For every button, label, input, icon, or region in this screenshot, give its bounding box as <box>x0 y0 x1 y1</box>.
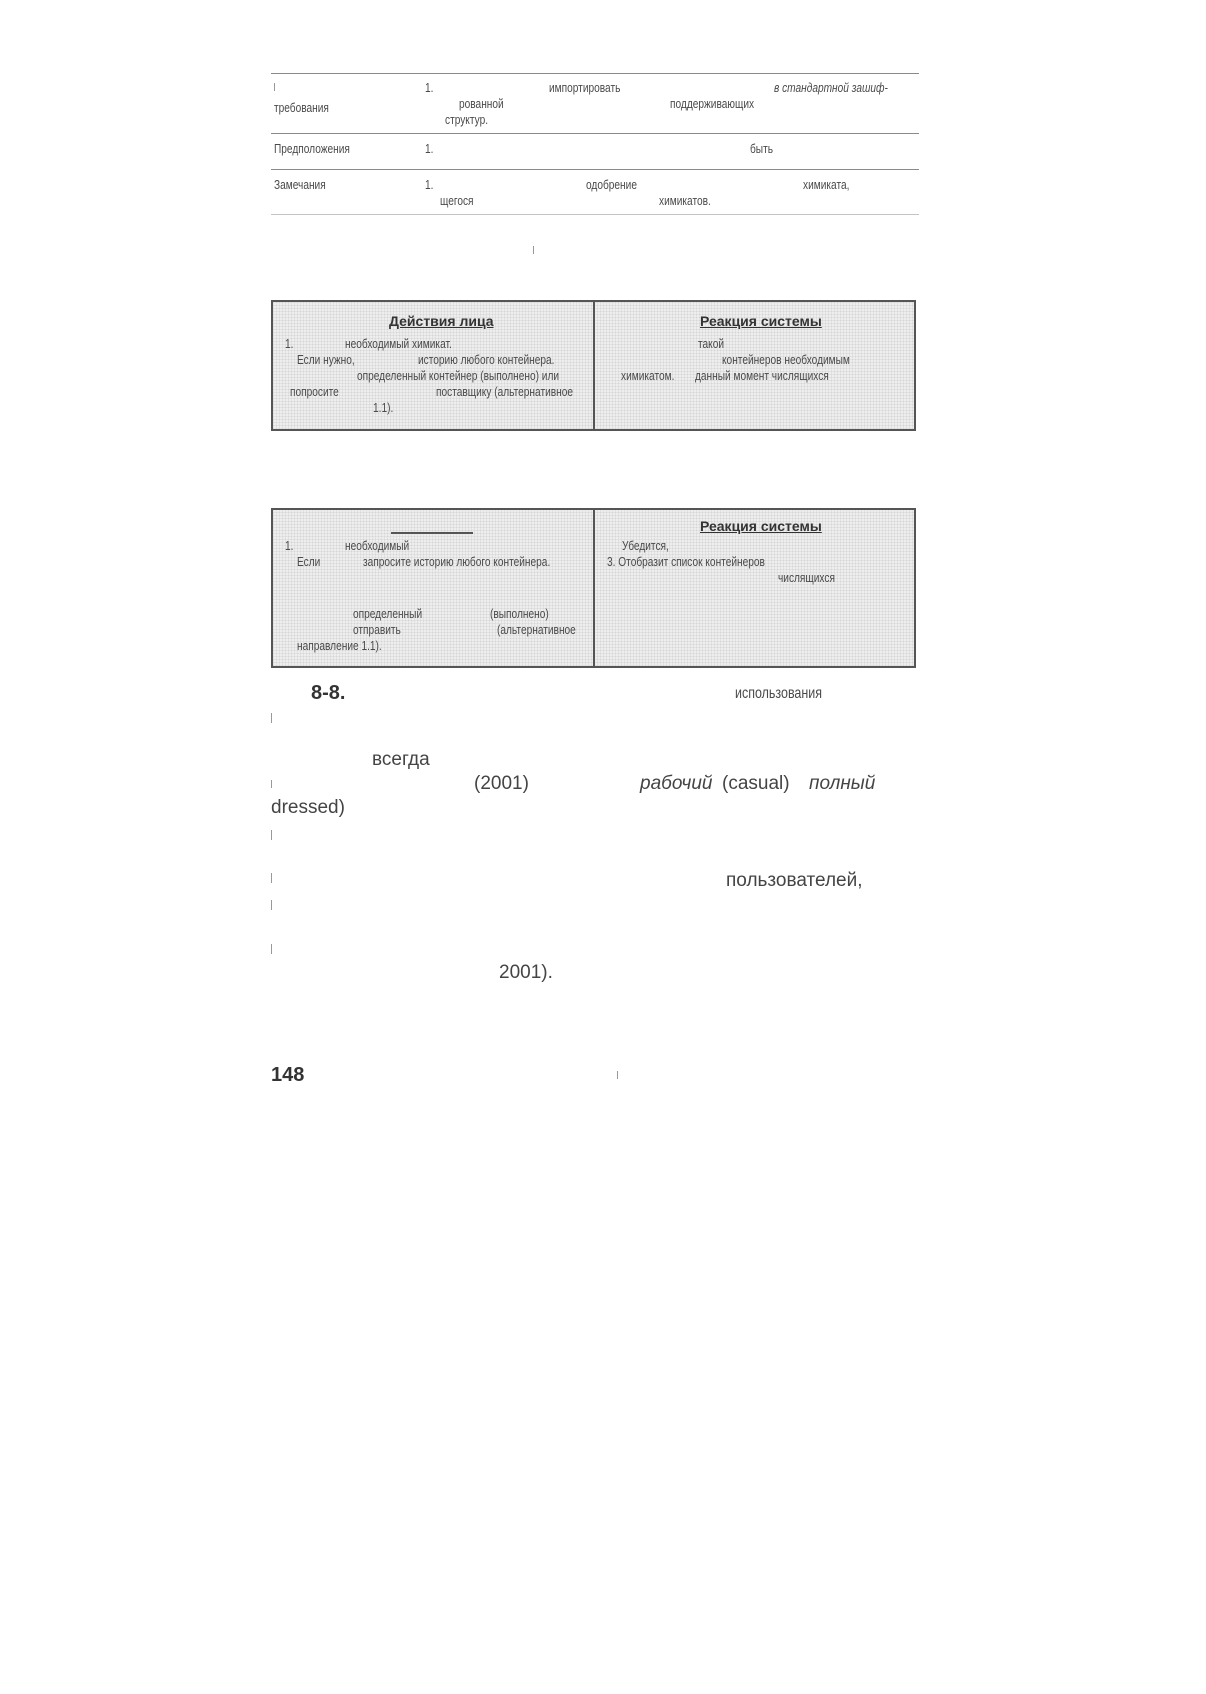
box2-line: Если <box>297 554 321 569</box>
row1-standard: в стандартной зашиф- <box>774 80 888 95</box>
row3-schegosya: щегося <box>440 193 474 208</box>
row1-structures: структур. <box>445 112 489 127</box>
table-top-rule <box>271 73 919 74</box>
row1-rovannoy: рованной <box>459 96 504 111</box>
scan-mark <box>617 1071 618 1079</box>
box1-line: поставщику (альтернативное <box>436 384 574 399</box>
box1-response-line: контейнеров необходимым <box>722 352 850 367</box>
scan-mark <box>271 900 272 910</box>
box1-response-line: химикатом. <box>621 368 675 383</box>
row3-chemicals: химикатов. <box>659 193 711 208</box>
scan-mark <box>271 713 272 723</box>
row3-approval: одобрение <box>586 177 637 192</box>
use-case-box-2 <box>271 508 916 668</box>
row3-number: 1. <box>425 177 434 192</box>
row2-be: быть <box>750 141 774 156</box>
scan-mark <box>274 83 275 91</box>
word-year-end: 2001). <box>499 962 553 983</box>
box1-line: 1.1). <box>373 400 394 415</box>
box2-line: (альтернативное <box>497 622 576 637</box>
scan-mark <box>271 780 272 788</box>
use-case-box-1 <box>271 300 916 431</box>
row2-number: 1. <box>425 141 434 156</box>
table-bottom-rule <box>271 214 919 215</box>
row1-number: 1. <box>425 80 434 95</box>
box1-response-line: такой <box>698 336 725 351</box>
box2-line: направление 1.1). <box>297 638 382 653</box>
row3-label: Замечания <box>274 177 326 192</box>
actor-actions-header: Действия лица <box>389 313 494 329</box>
word-always: всегда <box>372 749 430 770</box>
box1-line: необходимый химикат. <box>345 336 452 351</box>
scan-mark <box>533 246 534 254</box>
scan-mark <box>271 830 272 840</box>
word-working: рабочий <box>640 773 713 794</box>
column-divider <box>593 302 595 429</box>
system-response-header: Реакция системы <box>700 518 822 534</box>
box2-line: определенный <box>353 606 423 621</box>
row1-label: требования <box>274 100 329 115</box>
box1-response-line: данный момент числящихся <box>695 368 829 383</box>
box2-response-line: 3. Отобразит список контейнеров <box>607 554 765 569</box>
box2-line: запросите историю любого контейнера. <box>363 554 551 569</box>
box2-response-line: Убедится, <box>622 538 669 553</box>
word-year: (2001) <box>474 773 529 794</box>
actor-actions-header-underline <box>391 532 473 534</box>
figure-number: 8-8. <box>311 682 346 704</box>
table-rule <box>271 133 919 134</box>
row3-chemical: химиката, <box>803 177 850 192</box>
box1-step-number: 1. <box>285 336 294 351</box>
column-divider <box>593 510 595 666</box>
word-users: пользователей, <box>726 870 863 891</box>
box1-line: историю любого контейнера. <box>418 352 555 367</box>
word-full: полный <box>809 773 876 794</box>
box1-line: Если нужно, <box>297 352 355 367</box>
word-dressed: dressed) <box>271 797 345 818</box>
box2-line: (выполнено) <box>490 606 549 621</box>
word-casual: (casual) <box>722 773 790 794</box>
box1-line: определенный контейнер (выполнено) или <box>357 368 560 383</box>
system-response-header: Реакция системы <box>700 313 822 329</box>
table-rule <box>271 169 919 170</box>
row2-label: Предположения <box>274 141 350 156</box>
box2-response-line: числящихся <box>778 570 835 585</box>
box2-step-number: 1. <box>285 538 294 553</box>
row1-supporting: поддерживающих <box>670 96 755 111</box>
box2-line: необходимый <box>345 538 410 553</box>
row1-import: импортировать <box>549 80 621 95</box>
figure-caption-word: использования <box>735 685 822 702</box>
box2-line: отправить <box>353 622 401 637</box>
scan-mark <box>271 873 272 883</box>
box1-line: попросите <box>290 384 339 399</box>
page-number: 148 <box>271 1064 305 1086</box>
scan-mark <box>271 944 272 954</box>
